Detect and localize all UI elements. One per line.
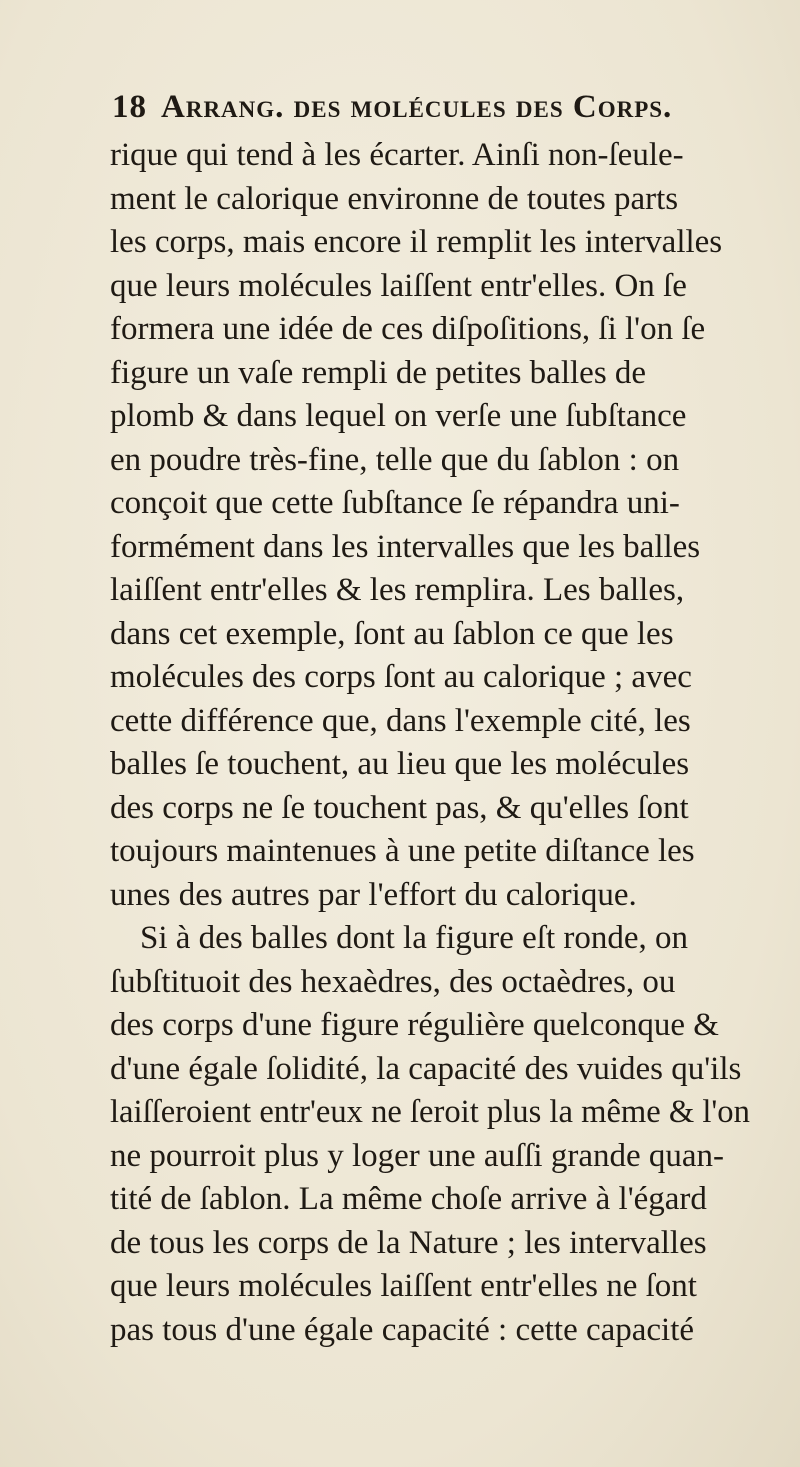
text-line: tité de ſablon. La même choſe arrive à l'égard <box>110 1181 707 1217</box>
text-line: toujours maintenues à une petite diſtance les <box>110 833 695 869</box>
text-line: d'une égale ſolidité, la capacité des vuides qu'ils <box>110 1050 742 1087</box>
body-text <box>110 134 750 1352</box>
text-line: des corps ne ſe touchent pas, & qu'elles ſont <box>110 789 689 826</box>
page-header <box>112 84 742 130</box>
text-line: conçoit que cette ſubſtance ſe répandra uni- <box>110 485 680 521</box>
text-line: laiſſent entr'elles & les remplira. Les balles, <box>110 572 685 608</box>
text-line: que leurs molécules laiſſent entr'elles ne ſont <box>110 1268 697 1304</box>
text-line: ment le calorique environne de toutes parts <box>110 180 679 217</box>
text-line: formera une idée de ces diſpoſitions, ſi l'on ſe <box>110 311 706 347</box>
text-line: formément dans les intervalles que les balles <box>110 528 701 565</box>
text-line: rique qui tend à les écarter. Ainſi non-ſeule- <box>110 137 684 173</box>
running-title: Arrang. des molécules des Corps. <box>161 89 673 125</box>
text-line: plomb & dans lequel on verſe une ſubſtance <box>110 398 687 434</box>
text-line: balles ſe touchent, au lieu que les molécules <box>110 746 690 782</box>
text-line: cette différence que, dans l'exemple cité, les <box>110 702 691 739</box>
text-line: laiſſeroient entr'eux ne ſeroit plus la même & l'on <box>110 1094 750 1130</box>
text-line: Si à des balles dont la figure eſt ronde, on <box>140 920 689 956</box>
text-line: figure un vaſe rempli de petites balles de <box>110 354 647 391</box>
text-line: que leurs molécules laiſſent entr'elles. On ſe <box>110 267 687 304</box>
text-line: en poudre très-fine, telle que du ſablon : on <box>110 441 680 478</box>
text-line: pas tous d'une égale capacité : cette capacité <box>110 1311 695 1348</box>
text-line: les corps, mais encore il remplit les intervalles <box>110 224 723 260</box>
text-line: unes des autres par l'effort du calorique. <box>110 876 637 913</box>
text-line: dans cet exemple, ſont au ſablon ce que les <box>110 615 674 652</box>
text-line: des corps d'une figure régulière quelconque & <box>110 1007 719 1043</box>
text-line: molécules des corps ſont au calorique ; avec <box>110 659 692 695</box>
text-line: ne pourroit plus y loger une auſſi grande quan- <box>110 1137 724 1174</box>
text-line: de tous les corps de la Nature ; les intervalles <box>110 1224 707 1261</box>
page-number: 18 <box>112 89 147 125</box>
text-line: ſubſtituoit des hexaèdres, des octaèdres, ou <box>110 963 676 1000</box>
